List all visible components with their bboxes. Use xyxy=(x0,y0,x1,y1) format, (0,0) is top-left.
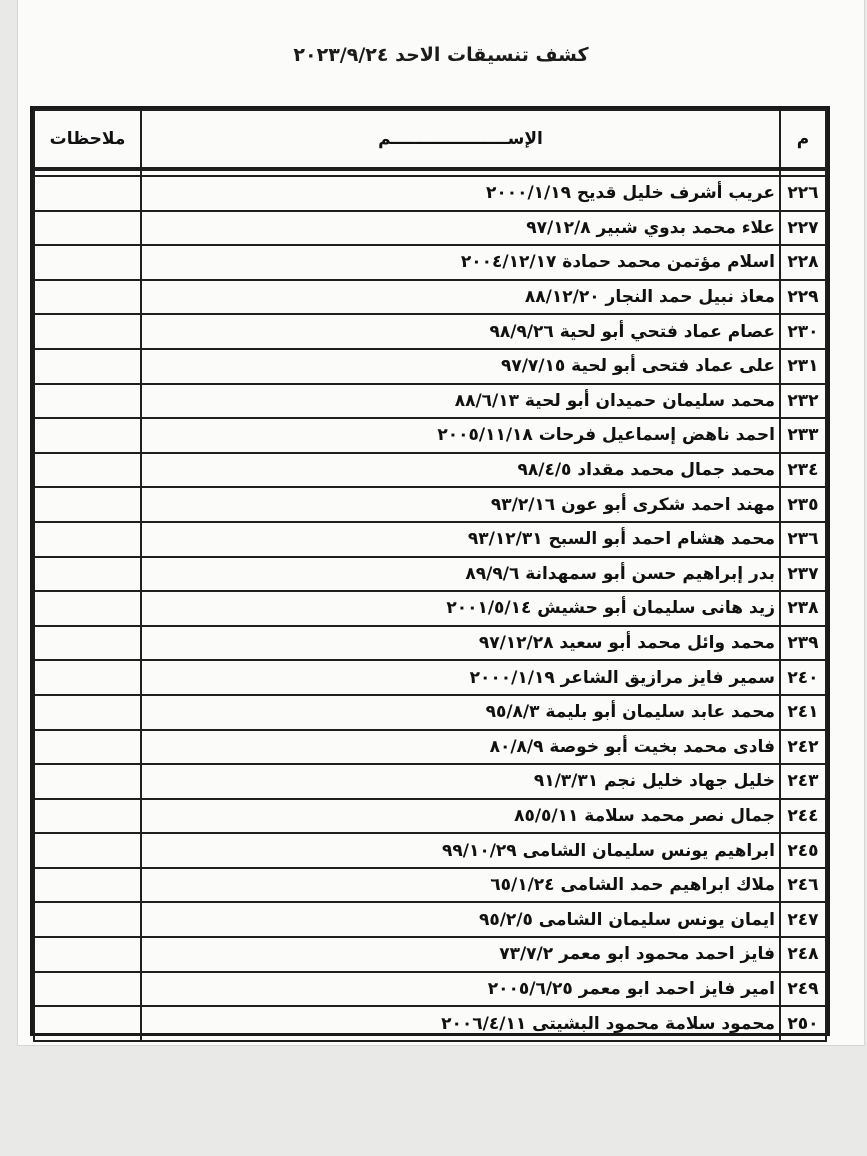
row-name: مهند احمد شكرى أبو عون ٩٣/٢/١٦ xyxy=(141,487,780,522)
row-notes xyxy=(34,211,141,246)
table-row xyxy=(34,384,826,419)
row-number: ٢٤٢ xyxy=(780,730,826,765)
row-number: ٢٢٧ xyxy=(780,211,826,246)
table-row xyxy=(34,522,826,557)
table-row xyxy=(34,591,826,626)
row-notes xyxy=(34,314,141,349)
row-name: فايز احمد محمود ابو معمر ٧٣/٧/٢ xyxy=(141,937,780,972)
table-row xyxy=(34,833,826,868)
row-number: ٢٣٨ xyxy=(780,591,826,626)
row-notes xyxy=(34,730,141,765)
table-header-row xyxy=(34,110,826,169)
row-name: محمد وائل محمد أبو سعيد ٩٧/١٢/٢٨ xyxy=(141,626,780,661)
spacer-cell xyxy=(141,169,780,176)
row-notes xyxy=(34,418,141,453)
row-notes xyxy=(34,176,141,211)
header-spacer xyxy=(34,169,826,176)
table-row xyxy=(34,695,826,730)
row-number: ٢٤٤ xyxy=(780,799,826,834)
row-number: ٢٣٤ xyxy=(780,453,826,488)
row-number: ٢٣٠ xyxy=(780,314,826,349)
table-row xyxy=(34,799,826,834)
table-row xyxy=(34,453,826,488)
table-row xyxy=(34,902,826,937)
row-notes xyxy=(34,799,141,834)
row-number: ٢٤٣ xyxy=(780,764,826,799)
row-name: محمد عابد سليمان أبو بليمة ٩٥/٨/٣ xyxy=(141,695,780,730)
table-row xyxy=(34,937,826,972)
row-notes xyxy=(34,937,141,972)
table-row xyxy=(34,868,826,903)
row-notes xyxy=(34,660,141,695)
row-notes xyxy=(34,557,141,592)
row-number: ٢٤٥ xyxy=(780,833,826,868)
row-notes xyxy=(34,280,141,315)
spacer-cell xyxy=(34,169,141,176)
header-number: م xyxy=(780,110,826,169)
row-name: اسلام مؤتمن محمد حمادة ٢٠٠٤/١٢/١٧ xyxy=(141,245,780,280)
row-notes xyxy=(34,1006,141,1041)
row-name: فادى محمد بخيت أبو خوصة ٨٠/٨/٩ xyxy=(141,730,780,765)
row-notes xyxy=(34,833,141,868)
table-row xyxy=(34,764,826,799)
names-table-frame xyxy=(30,106,830,1036)
document-title: كشف تنسيقات الاحد ٢٠٢٣/٩/٢٤ xyxy=(293,44,589,66)
row-name: ملاك ابراهيم حمد الشامى ٦٥/١/٢٤ xyxy=(141,868,780,903)
row-number: ٢٣٣ xyxy=(780,418,826,453)
row-notes xyxy=(34,764,141,799)
row-number: ٢٣٥ xyxy=(780,487,826,522)
row-name: سمير فايز مرازيق الشاعر ٢٠٠٠/١/١٩ xyxy=(141,660,780,695)
row-number: ٢٣٧ xyxy=(780,557,826,592)
table-row xyxy=(34,245,826,280)
header-name: الإســــــــــــــــــــم xyxy=(141,110,780,169)
row-number: ٢٤٠ xyxy=(780,660,826,695)
table-row xyxy=(34,211,826,246)
row-number: ٢٤٩ xyxy=(780,972,826,1007)
table-row xyxy=(34,349,826,384)
row-name: معاذ نبيل حمد النجار ٨٨/١٢/٢٠ xyxy=(141,280,780,315)
table-body xyxy=(34,169,826,1041)
row-number: ٢٥٠ xyxy=(780,1006,826,1041)
row-number: ٢٣٢ xyxy=(780,384,826,419)
spacer-cell xyxy=(780,169,826,176)
row-name: بدر إبراهيم حسن أبو سمهدانة ٨٩/٩/٦ xyxy=(141,557,780,592)
table-row xyxy=(34,280,826,315)
row-name: احمد ناهض إسماعيل فرحات ٢٠٠٥/١١/١٨ xyxy=(141,418,780,453)
row-name: ابراهيم يونس سليمان الشامى ٩٩/١٠/٢٩ xyxy=(141,833,780,868)
row-number: ٢٢٦ xyxy=(780,176,826,211)
row-name: امير فايز احمد ابو معمر ٢٠٠٥/٦/٢٥ xyxy=(141,972,780,1007)
table-row xyxy=(34,314,826,349)
table-row xyxy=(34,418,826,453)
table-row xyxy=(34,487,826,522)
row-notes xyxy=(34,453,141,488)
row-notes xyxy=(34,972,141,1007)
names-table xyxy=(33,109,827,1042)
row-notes xyxy=(34,626,141,661)
row-name: زيد هانى سليمان أبو حشيش ٢٠٠١/٥/١٤ xyxy=(141,591,780,626)
row-number: ٢٢٨ xyxy=(780,245,826,280)
row-name: محمد هشام احمد أبو السبح ٩٣/١٢/٣١ xyxy=(141,522,780,557)
table-row xyxy=(34,1006,826,1041)
table-row xyxy=(34,972,826,1007)
row-name: على عماد فتحى أبو لحية ٩٧/٧/١٥ xyxy=(141,349,780,384)
row-name: ايمان يونس سليمان الشامى ٩٥/٢/٥ xyxy=(141,902,780,937)
row-notes xyxy=(34,591,141,626)
table-row xyxy=(34,660,826,695)
row-number: ٢٣١ xyxy=(780,349,826,384)
row-number: ٢٣٦ xyxy=(780,522,826,557)
row-notes xyxy=(34,522,141,557)
row-number: ٢٢٩ xyxy=(780,280,826,315)
row-name: محمد جمال محمد مقداد ٩٨/٤/٥ xyxy=(141,453,780,488)
row-number: ٢٣٩ xyxy=(780,626,826,661)
row-name: عصام عماد فتحي أبو لحية ٩٨/٩/٢٦ xyxy=(141,314,780,349)
row-name: عريب أشرف خليل قديح ٢٠٠٠/١/١٩ xyxy=(141,176,780,211)
row-notes xyxy=(34,487,141,522)
row-name: علاء محمد بدوي شبير ٩٧/١٢/٨ xyxy=(141,211,780,246)
row-name: خليل جهاد خليل نجم ٩١/٣/٣١ xyxy=(141,764,780,799)
row-name: محمد سليمان حميدان أبو لحية ٨٨/٦/١٣ xyxy=(141,384,780,419)
table-row xyxy=(34,557,826,592)
row-notes xyxy=(34,902,141,937)
row-number: ٢٤٨ xyxy=(780,937,826,972)
row-notes xyxy=(34,349,141,384)
row-number: ٢٤١ xyxy=(780,695,826,730)
row-notes xyxy=(34,695,141,730)
row-notes xyxy=(34,245,141,280)
row-notes xyxy=(34,868,141,903)
row-name: محمود سلامة محمود البشيتى ٢٠٠٦/٤/١١ xyxy=(141,1006,780,1041)
table-row xyxy=(34,626,826,661)
row-name: جمال نصر محمد سلامة ٨٥/٥/١١ xyxy=(141,799,780,834)
header-notes: ملاحظات xyxy=(34,110,141,169)
row-number: ٢٤٦ xyxy=(780,868,826,903)
table-row xyxy=(34,176,826,211)
table-row xyxy=(34,730,826,765)
row-notes xyxy=(34,384,141,419)
row-number: ٢٤٧ xyxy=(780,902,826,937)
document-page xyxy=(18,0,864,1045)
